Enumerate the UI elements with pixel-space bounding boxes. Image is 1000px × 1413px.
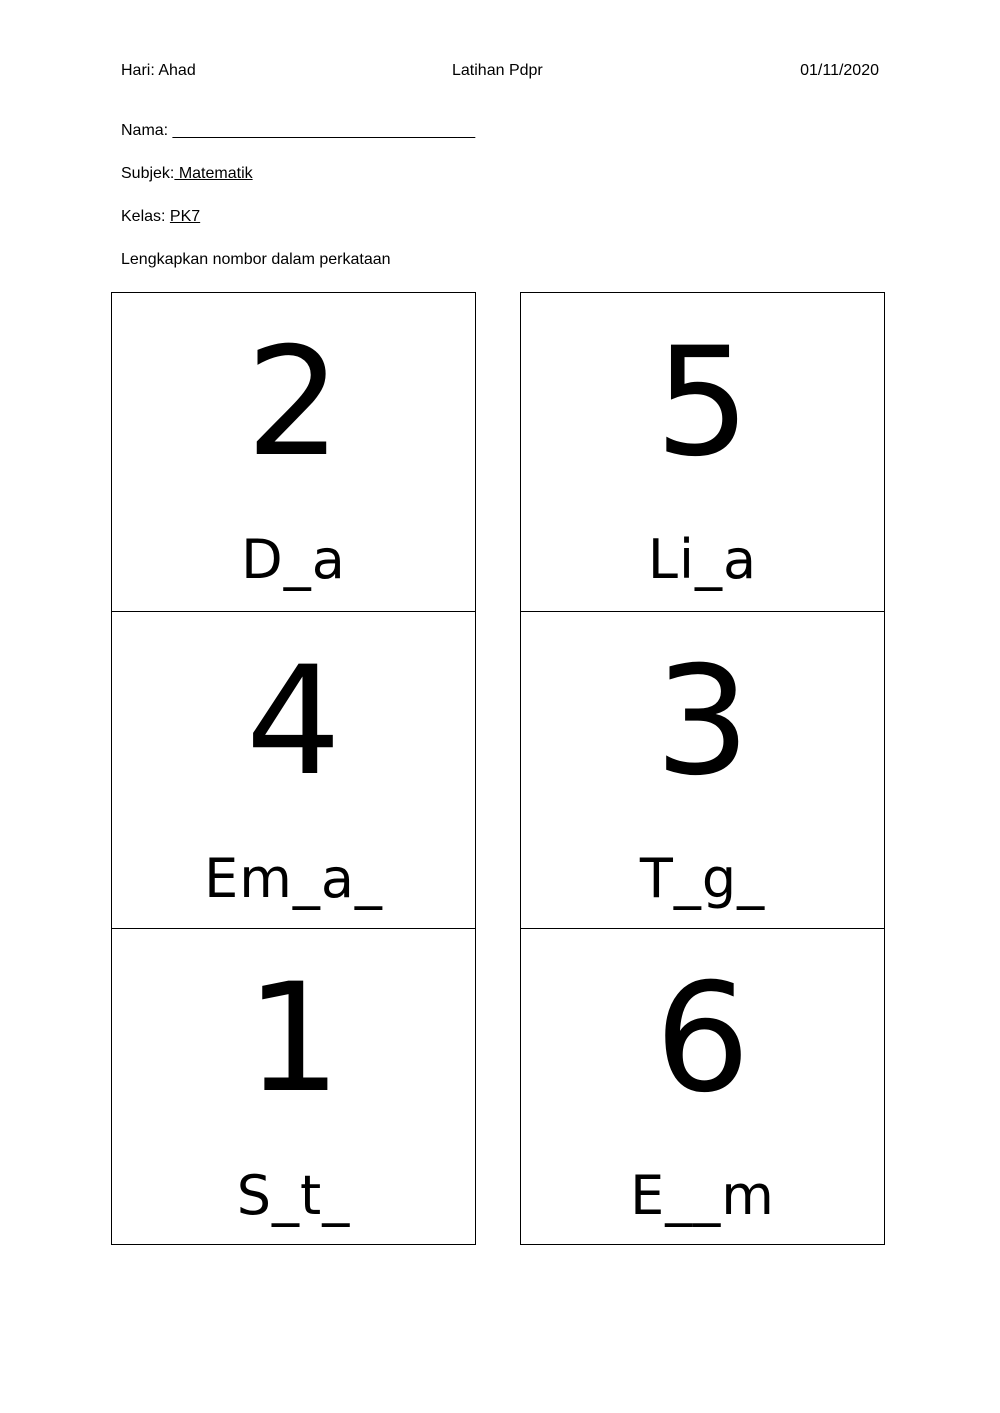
number-card	[112, 928, 475, 1246]
card-number: 1	[245, 952, 342, 1127]
number-card	[112, 611, 475, 929]
class-value: PK7	[169, 208, 201, 225]
header-title: Latihan Pdpr	[452, 62, 543, 79]
number-card	[521, 611, 884, 929]
card-number: 4	[245, 634, 342, 809]
class-label: Kelas:	[121, 208, 166, 225]
subject-value: Matematik	[174, 165, 253, 182]
card-word[interactable]: D_a	[241, 528, 346, 591]
subject-label: Subjek:	[121, 165, 175, 182]
number-card	[521, 293, 884, 611]
card-number: 2	[245, 316, 342, 490]
card-number: 6	[654, 952, 751, 1127]
header-date: 01/11/2020	[800, 62, 879, 79]
header-day: Hari: Ahad	[121, 62, 196, 79]
instruction-text: Lengkapkan nombor dalam perkataan	[121, 251, 391, 268]
name-blank-line[interactable]: __________________________________	[172, 122, 476, 139]
card-column-right	[520, 292, 885, 1245]
card-word[interactable]: E__m	[630, 1164, 775, 1228]
subject-field	[121, 164, 253, 184]
card-number: 5	[654, 316, 751, 490]
card-word[interactable]: Li_a	[647, 528, 758, 591]
name-label: Nama:	[121, 122, 169, 139]
card-word[interactable]: T_g_	[639, 846, 766, 910]
card-word[interactable]: S_t_	[236, 1164, 351, 1228]
card-number: 3	[654, 634, 751, 809]
card-word[interactable]: Em_a_	[204, 846, 383, 910]
number-card	[112, 293, 475, 611]
class-field	[121, 207, 200, 227]
number-card	[521, 928, 884, 1246]
card-column-left	[111, 292, 476, 1245]
name-field	[121, 121, 475, 141]
